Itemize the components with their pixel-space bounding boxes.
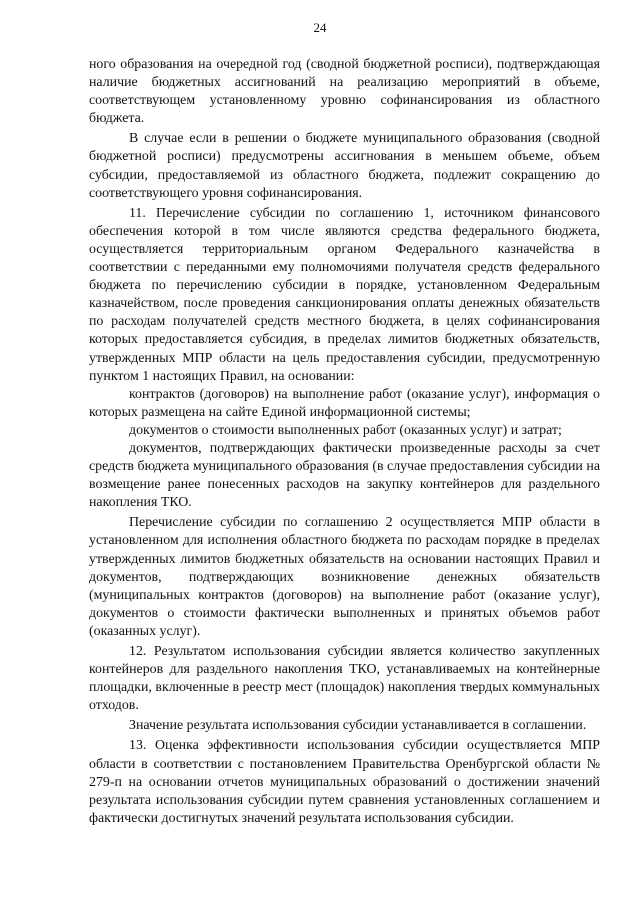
body-text — [89, 56, 600, 828]
paragraph-agreement-2: Перечисление субсидии по соглашению 2 осуществляется МПР области в установленном для исполнения областного бюджета по расходам порядке в пределах утвержденных лимитов бюджетных обязательств на основании настоящих Правил и документов, подтверждающих возникновение денежных обязательств (муниципальных контрактов (договоров) на выполнение работ (оказание услуг), документов о стоимости фактически выполненных и принятых объемов работ (оказанных услуг). — [89, 515, 600, 639]
paragraph-contracts: контрактов (договоров) на выполнение работ (оказание услуг), информация о которых размещена на сайте Единой информационной системы; — [89, 386, 600, 420]
paragraph-item-12: 12. Результатом использования субсидии является количество закупленных контейнеров для раздельного накопления ТКО, устанавливаемых на контейнерные площадки, включенные в реестр мест (площадок) накопления твердых коммунальных отходов. — [89, 644, 600, 714]
paragraph-expense-documents: документов, подтверждающих фактически произведенные расходы за счет средств бюджета муниципального образования (в случае предоставления субсидии на возмещение ранее понесенных расходов на закупку контейнеров для раздельного накопления ТКО. — [89, 440, 600, 511]
paragraph-cost-documents: документов о стоимости выполненных работ (оказанных услуг) и затрат; — [129, 422, 562, 438]
page-number: 24 — [313, 20, 327, 35]
paragraph-reduced-allocation: В случае если в решении о бюджете муниципального образования (сводной бюджетной росписи) предусмотрены ассигнования в меньшем объеме, объем субсидии, предоставляемой из областного бюджета, подлежит сокращению до соответствующего уровня софинансирования. — [89, 131, 600, 201]
paragraph-item-13: 13. Оценка эффективности использования субсидии осуществляется МПР области в соответствии с постановлением Правительства Оренбургской области № 279-п на основании отчетов муниципальных образований о достижении значений результата использования субсидии путем сравнения установленных соглашением и фактически достигнутых значений результата использования субсидии. — [89, 738, 600, 826]
paragraph-item-11: 11. Перечисление субсидии по соглашению 1, источником финансового обеспечения которой в том числе являются средства федерального бюджета, осуществляется территориальным органом Федерального казначейства в соответствии с переданными ему полномочиями получателя средств федерального бюджета по перечислению субсидии в порядке, установленном Федеральным казначейством, после проведения санкционирования оплаты денежных обязательств по расходам получателей средств местного бюджета, в целях софинансирования которых предоставляется субсидия, в пределах лимитов бюджетных обязательств, утвержденных МПР области на цель предоставления субсидии, предусмотренную пунктом 1 настоящих Правил, на основании: — [89, 205, 600, 384]
paragraph-result-value: Значение результата использования субсидии устанавливается в соглашении. — [129, 718, 587, 734]
paragraph-budget-continuation: ного образования на очередной год (сводной бюджетной росписи), подтверждающая наличие бюджетных ассигнований на реализацию мероприятий в объеме, соответствующем установленному уровню софинансирования из областного бюджета. — [89, 57, 600, 127]
